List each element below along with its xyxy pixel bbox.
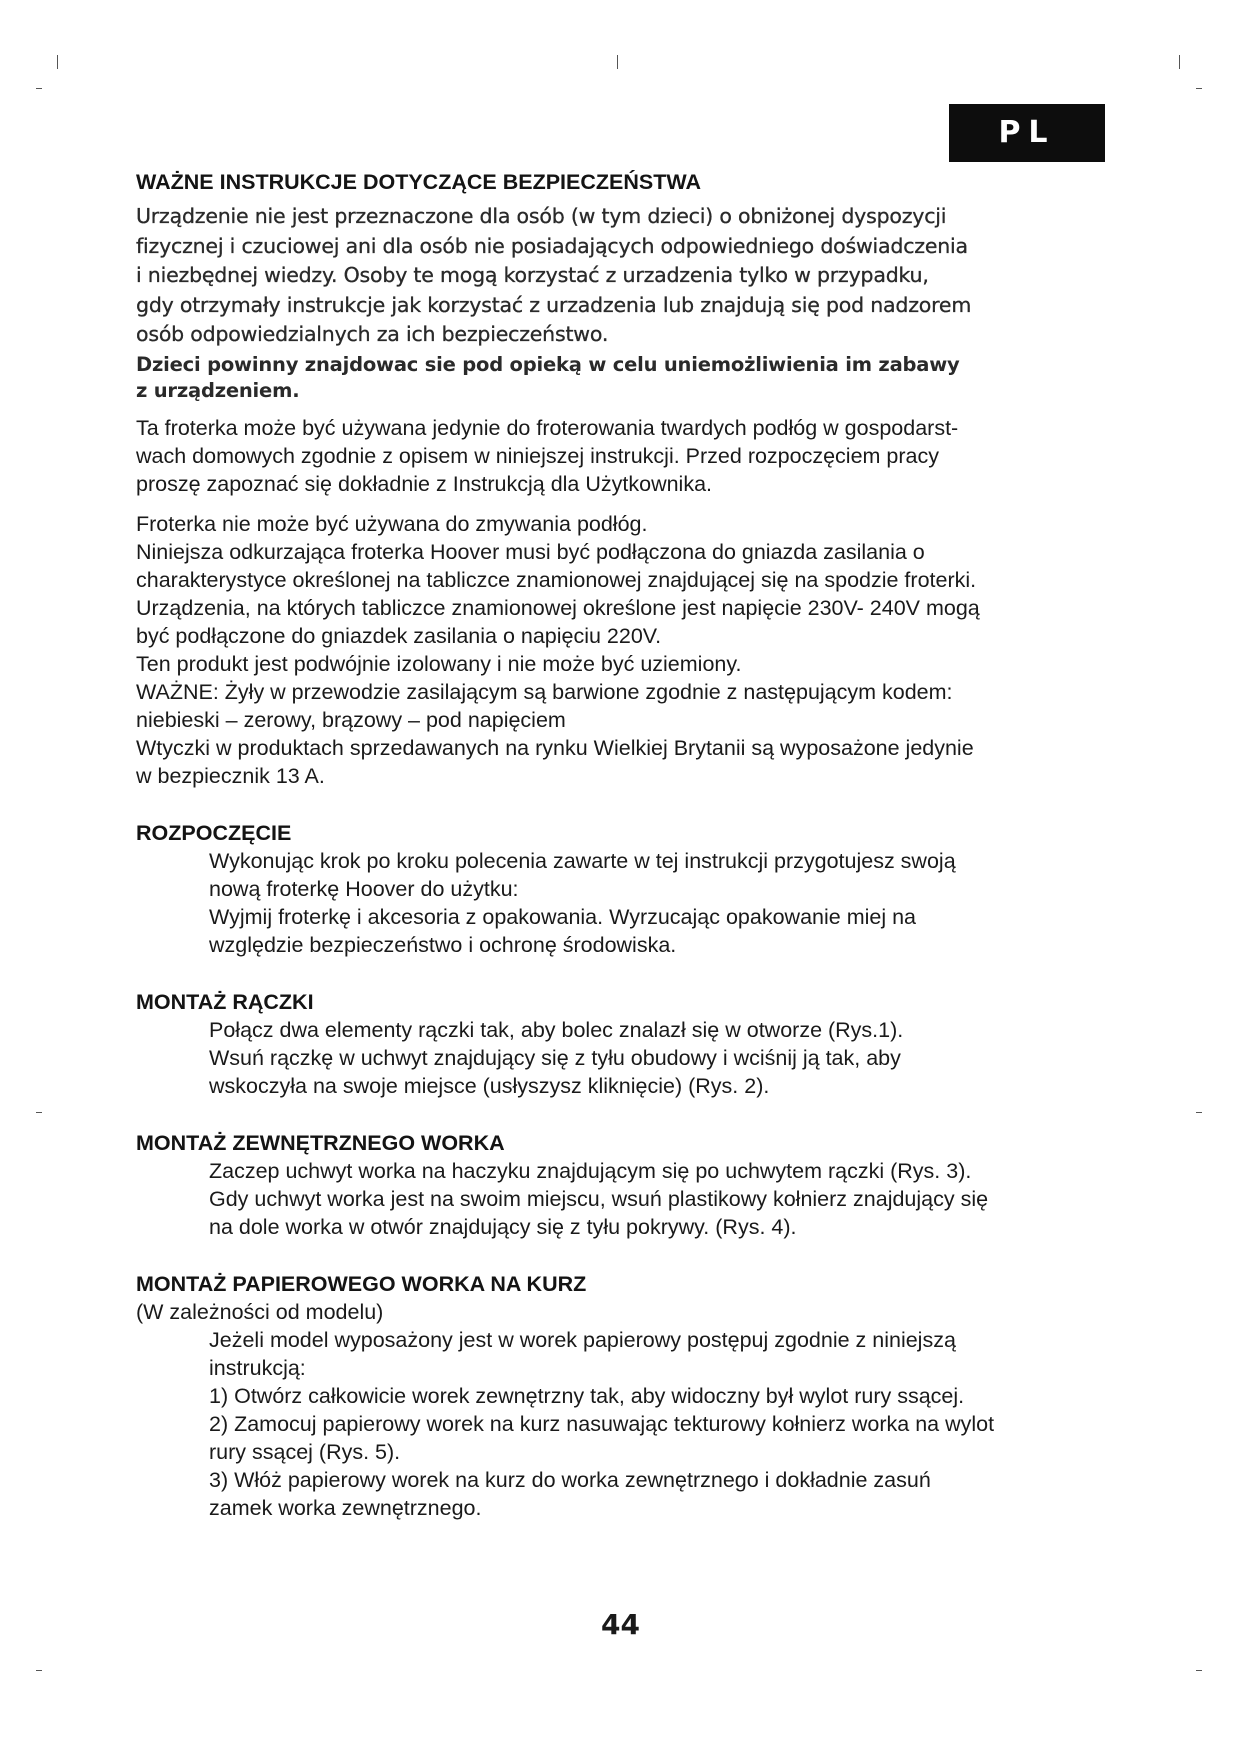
- section-heading: ROZPOCZĘCIE: [136, 820, 292, 845]
- text-line: nową froterkę Hoover do użytku:: [209, 876, 519, 901]
- section-outer-bag: [136, 1129, 1136, 1241]
- text-line: wach domowych zgodnie z opisem w niniejszej instrukcji. Przed rozpoczęciem pracy: [136, 443, 939, 468]
- warning-line: Dzieci powinny znajdowac sie pod opieką w celu uniemożliwienia im zabawy: [136, 352, 960, 376]
- text-line: Zaczep uchwyt worka na haczyku znajdującym się po uchwytem rączki (Rys. 3).: [209, 1158, 972, 1183]
- section-paper-bag: [136, 1270, 1136, 1522]
- crop-mark: [36, 1112, 42, 1113]
- crop-mark: [617, 55, 618, 69]
- text-line: Niniejsza odkurzająca froterka Hoover musi być podłączona do gniazda zasilania o: [136, 539, 925, 564]
- text-line: względzie bezpieczeństwo i ochronę środowiska.: [209, 932, 677, 957]
- text-line: Wsuń rączkę w uchwyt znajdujący się z tyłu obudowy i wciśnij ją tak, aby: [209, 1045, 901, 1070]
- warning-line: Urządzenie nie jest przeznaczone dla osób (w tym dzieci) o obniżonej dyspozycji: [136, 204, 947, 228]
- text-line: charakterystyce określonej na tabliczce znamionowej znajdującej się na spodzie froterki.: [136, 567, 977, 592]
- text-line: w bezpiecznik 13 A.: [136, 763, 325, 788]
- text-line: 1) Otwórz całkowicie worek zewnętrzny tak, aby widoczny był wylot rury ssącej.: [209, 1383, 965, 1408]
- crop-mark: [1196, 1670, 1202, 1671]
- crop-mark: [36, 88, 42, 89]
- text-line: być podłączone do gniazdek zasilania o napięciu 220V.: [136, 623, 662, 648]
- safety-warning: [136, 202, 1136, 350]
- crop-mark: [57, 55, 58, 69]
- text-line: Ta froterka może być używana jedynie do froterowania twardych podłóg w gospodarst-: [136, 415, 959, 440]
- warning-line: fizycznej i czuciowej ani dla osób nie posiadających odpowiedniego doświadczenia: [136, 233, 968, 258]
- text-line: 3) Włóż papierowy worek na kurz do worka zewnętrznego i dokładnie zasuń: [209, 1467, 931, 1492]
- text-line: Wtyczki w produktach sprzedawanych na rynku Wielkiej Brytanii są wyposażone jedynie: [136, 735, 974, 760]
- warning-line: osób odpowiedzialnych za ich bezpieczeństwo.: [136, 322, 609, 346]
- page-content: [136, 168, 1136, 1522]
- warning-line: i niezbędnej wiedzy. Osoby te mogą korzystać z urzadzenia tylko w przypadku,: [136, 263, 929, 287]
- crop-mark: [1196, 1112, 1202, 1113]
- intro-paragraph: [136, 414, 1136, 498]
- text-line: na dole worka w otwór znajdujący się z tyłu pokrywy. (Rys. 4).: [209, 1214, 797, 1239]
- text-line: proszę zapoznać się dokładnie z Instrukcją dla Użytkownika.: [136, 471, 713, 496]
- text-line: Gdy uchwyt worka jest na swoim miejscu, wsuń plastikowy kołnierz znajdujący się: [209, 1186, 989, 1211]
- page-number: 44: [601, 1608, 640, 1641]
- text-line: niebieski – zerowy, brązowy – pod napięciem: [136, 707, 566, 732]
- crop-mark: [1179, 55, 1180, 69]
- crop-mark: [1196, 88, 1202, 89]
- warning-line: z urządzeniem.: [136, 378, 300, 402]
- text-line: wskoczyła na swoje miejsce (usłyszysz kliknięcie) (Rys. 2).: [209, 1073, 770, 1098]
- text-line: 2) Zamocuj papierowy worek na kurz nasuwając tekturowy kołnierz worka na wylot: [209, 1411, 995, 1436]
- text-line: rury ssącej (Rys. 5).: [209, 1439, 401, 1464]
- text-line: WAŻNE: Żyły w przewodzie zasilającym są barwione zgodnie z następującym kodem:: [136, 679, 953, 704]
- text-line: Ten produkt jest podwójnie izolowany i nie może być uziemiony.: [136, 651, 742, 676]
- section-heading: MONTAŻ PAPIEROWEGO WORKA NA KURZ: [136, 1271, 587, 1296]
- text-line: Froterka nie może być używana do zmywania podłóg.: [136, 511, 648, 536]
- rules-paragraph: [136, 510, 1136, 790]
- text-line: Jeżeli model wyposażony jest w worek papierowy postępuj zgodnie z niniejszą: [209, 1327, 956, 1352]
- crop-mark: [36, 1670, 42, 1671]
- warning-line: gdy otrzymały instrukcje jak korzystać z urzadzenia lub znajdują się pod nadzorem: [136, 292, 972, 317]
- text-line: Wyjmij froterkę i akcesoria z opakowania. Wyrzucając opakowanie miej na: [209, 904, 917, 929]
- text-line: Urządzenia, na których tabliczce znamionowej określone jest napięcie 230V- 240V mogą: [136, 595, 980, 620]
- text-line: zamek worka zewnętrznego.: [209, 1495, 482, 1520]
- section-getting-started: [136, 819, 1136, 959]
- section-handle-assembly: [136, 988, 1136, 1100]
- language-badge: PL: [949, 104, 1105, 162]
- children-warning: [136, 352, 1136, 404]
- section-heading: MONTAŻ RĄCZKI: [136, 989, 314, 1014]
- text-line: instrukcją:: [209, 1355, 306, 1380]
- section-heading: MONTAŻ ZEWNĘTRZNEGO WORKA: [136, 1130, 505, 1155]
- section-note: (W zależności od modelu): [136, 1299, 384, 1324]
- text-line: Wykonując krok po kroku polecenia zawarte w tej instrukcji przygotujesz swoją: [209, 848, 956, 873]
- text-line: Połącz dwa elementy rączki tak, aby bolec znalazł się w otworze (Rys.1).: [209, 1017, 904, 1042]
- safety-heading: WAŻNE INSTRUKCJE DOTYCZĄCE BEZPIECZEŃSTWA: [136, 170, 701, 194]
